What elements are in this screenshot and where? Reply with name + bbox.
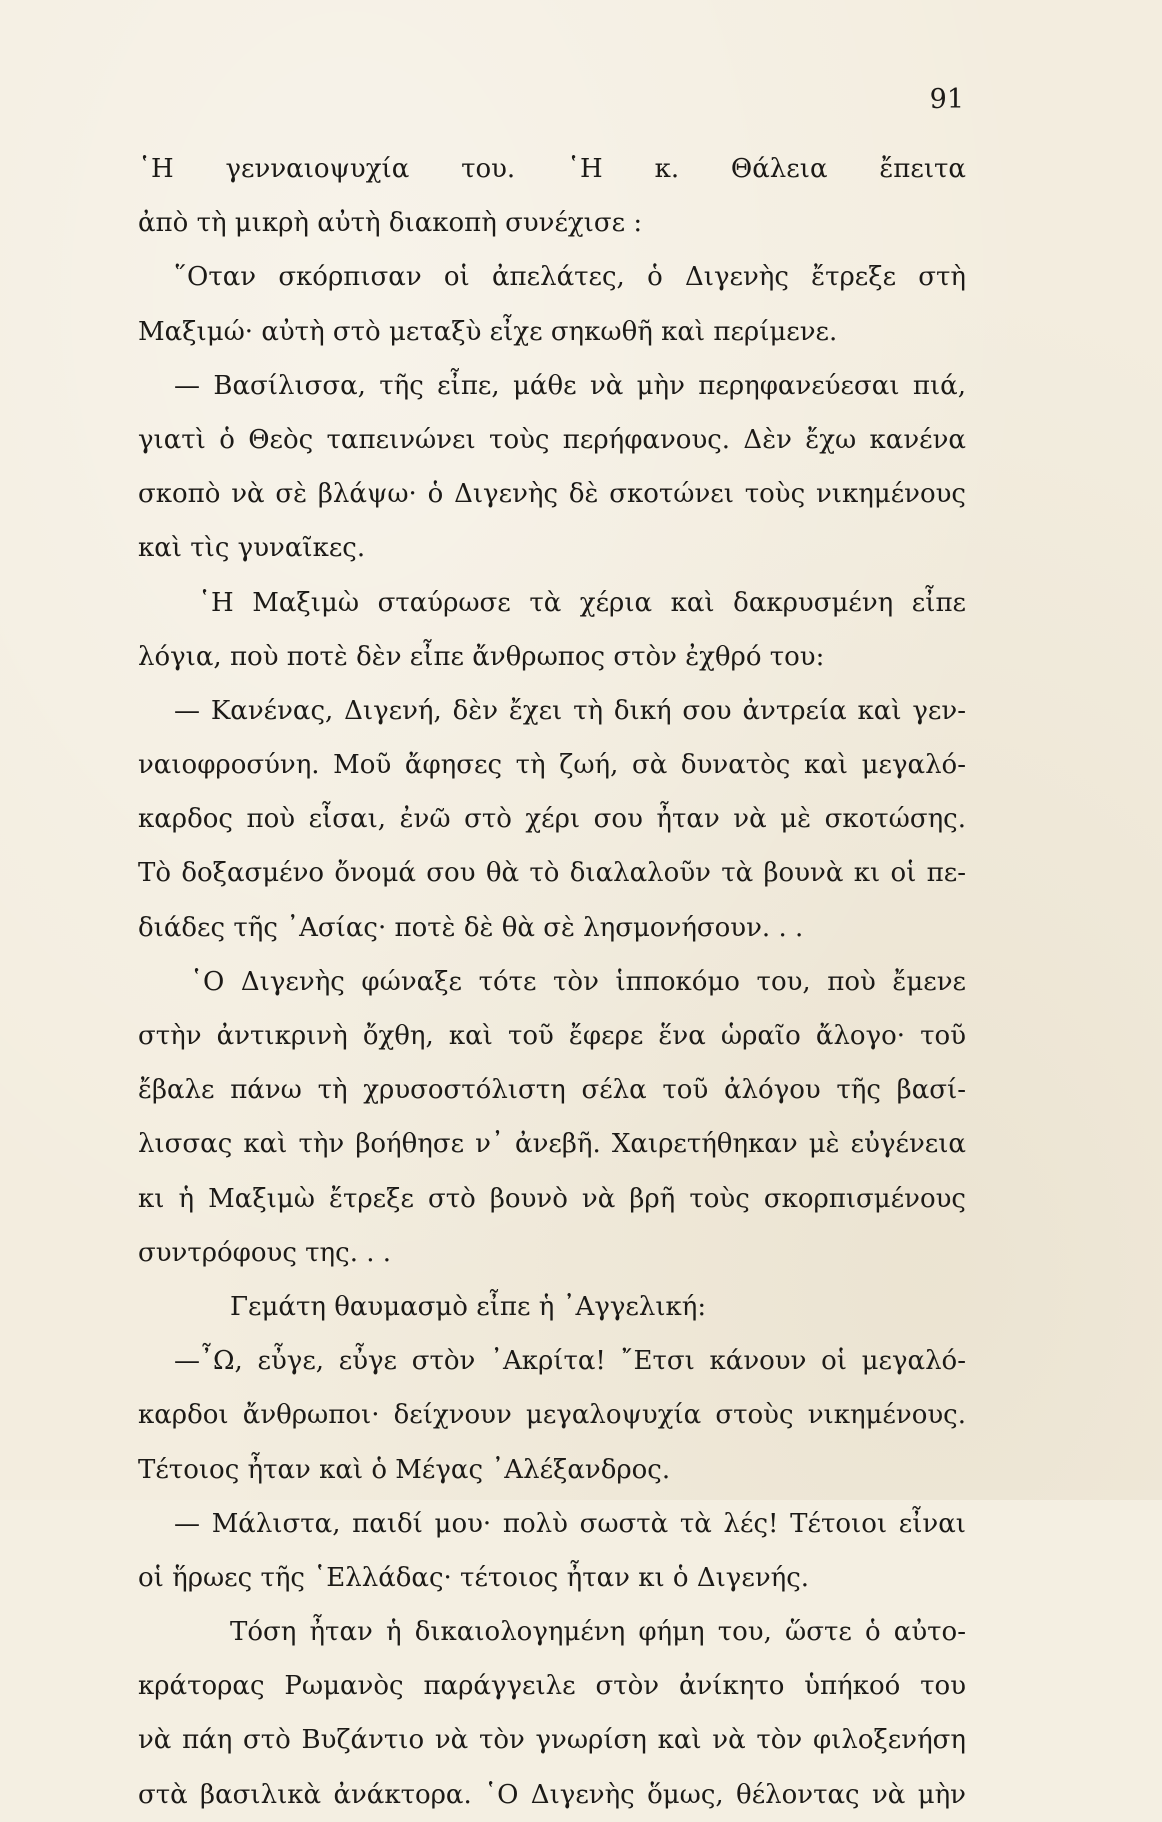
- text-line: λισσας καὶ τὴν βοήθησε ν᾿ ἀνεβῆ. Χαιρετήθηκαν μὲ εὐγένεια: [138, 1129, 966, 1160]
- text-line: καὶ τὶς γυναῖκες.: [138, 533, 366, 564]
- text-line: γιατὶ ὁ Θεὸς ταπεινώνει τοὺς περήφανους. Δὲν ἔχω κανένα: [138, 424, 966, 455]
- text-line: καρδοι ἄνθρωποι· δείχνουν μεγαλοψυχία στοὺς νικημένους.: [138, 1400, 966, 1431]
- text-line: στὰ βασιλικὰ ἀνάκτορα. ῾Ο Διγενὴς ὅμως, θέλοντας νὰ μὴν: [138, 1779, 966, 1810]
- text-line: κράτορας Ρωμανὸς παράγγειλε στὸν ἀνίκητο ὑπήκοό του: [138, 1671, 966, 1702]
- body-text: [138, 142, 966, 1822]
- text-line: συντρόφους της. . .: [138, 1237, 392, 1268]
- text-line: — Βασίλισσα, τῆς εἶπε, μάθε νὰ μὴν περηφανεύεσαι πιά,: [174, 370, 966, 401]
- text-line: — Κανένας, Διγενή, δὲν ἔχει τὴ δική σου ἀντρεία καὶ γεν-: [174, 695, 966, 726]
- text-line: λόγια, ποὺ ποτὲ δὲν εἶπε ἄνθρωπος στὸν ἐχθρό του:: [138, 641, 825, 672]
- text-line: ναιοφροσύνη. Μοῦ ἄφησες τὴ ζωή, σὰ δυνατὸς καὶ μεγαλό-: [138, 750, 966, 781]
- text-line: ῾Η γενναιοψυχία του. ῾Η κ. Θάλεια ἔπειτα: [138, 154, 966, 184]
- text-line: ῾Ο Διγενὴς φώναξε τότε τὸν ἱπποκόμο του, ποὺ ἔμενε: [190, 966, 966, 997]
- text-line: ἀπὸ τὴ μικρὴ αὐτὴ διακοπὴ συνέχισε :: [138, 208, 643, 239]
- text-line: ῞Οταν σκόρπισαν οἱ ἀπελάτες, ὁ Διγενὴς ἔτρεξε στὴ: [174, 262, 966, 293]
- page-number: 91: [929, 84, 964, 115]
- text-line: διάδες τῆς ᾿Ασίας· ποτὲ δὲ θὰ σὲ λησμονήσουν. . .: [138, 912, 804, 943]
- text-line: Γεμάτη θαυμασμὸ εἶπε ἡ ᾿Αγγελική:: [230, 1291, 707, 1322]
- text-line: ῾Η Μαξιμὼ σταύρωσε τὰ χέρια καὶ δακρυσμένη εἶπε: [198, 587, 966, 618]
- text-line: στὴν ἀντικρινὴ ὄχθη, καὶ τοῦ ἔφερε ἕνα ὡραῖο ἄλογο· τοῦ: [138, 1021, 966, 1051]
- text-line: κι ἡ Μαξιμὼ ἔτρεξε στὸ βουνὸ νὰ βρῆ τοὺς σκορπισμένους: [138, 1183, 966, 1214]
- text-line: καρδος ποὺ εἶσαι, ἐνῶ στὸ χέρι σου ἦταν νὰ μὲ σκοτώσης.: [138, 804, 966, 835]
- text-line: Τόση ἦταν ἡ δικαιολογημένη φήμη του, ὥστε ὁ αὐτο-: [230, 1617, 966, 1648]
- text-line: νὰ πάη στὸ Βυζάντιο νὰ τὸν γνωρίση καὶ νὰ τὸν φιλοξενήση: [138, 1725, 966, 1756]
- text-line: Τὸ δοξασμένο ὄνομά σου θὰ τὸ διαλαλοῦν τὰ βουνὰ κι οἱ πε-: [138, 858, 966, 889]
- text-line: ἔβαλε πάνω τὴ χρυσοστόλιστη σέλα τοῦ ἀλόγου τῆς βασί-: [138, 1075, 966, 1106]
- text-line: — Μάλιστα, παιδί μου· πολὺ σωστὰ τὰ λές! Τέτοιοι εἶναι: [174, 1508, 966, 1539]
- text-line: οἱ ἥρωες τῆς ῾Ελλάδας· τέτοιος ἦταν κι ὁ Διγενής.: [138, 1562, 810, 1593]
- text-line: Μαξιμώ· αὐτὴ στὸ μεταξὺ εἶχε σηκωθῆ καὶ περίμενε.: [138, 316, 838, 347]
- text-line: —῏Ω, εὖγε, εὖγε στὸν ᾿Ακρίτα! ῎Ετσι κάνουν οἱ μεγαλό-: [174, 1346, 966, 1377]
- text-line: Τέτοιος ἦταν καὶ ὁ Μέγας ᾿Αλέξανδρος.: [138, 1454, 671, 1485]
- text-line: σκοπὸ νὰ σὲ βλάψω· ὁ Διγενὴς δὲ σκοτώνει τοὺς νικημένους: [138, 479, 966, 510]
